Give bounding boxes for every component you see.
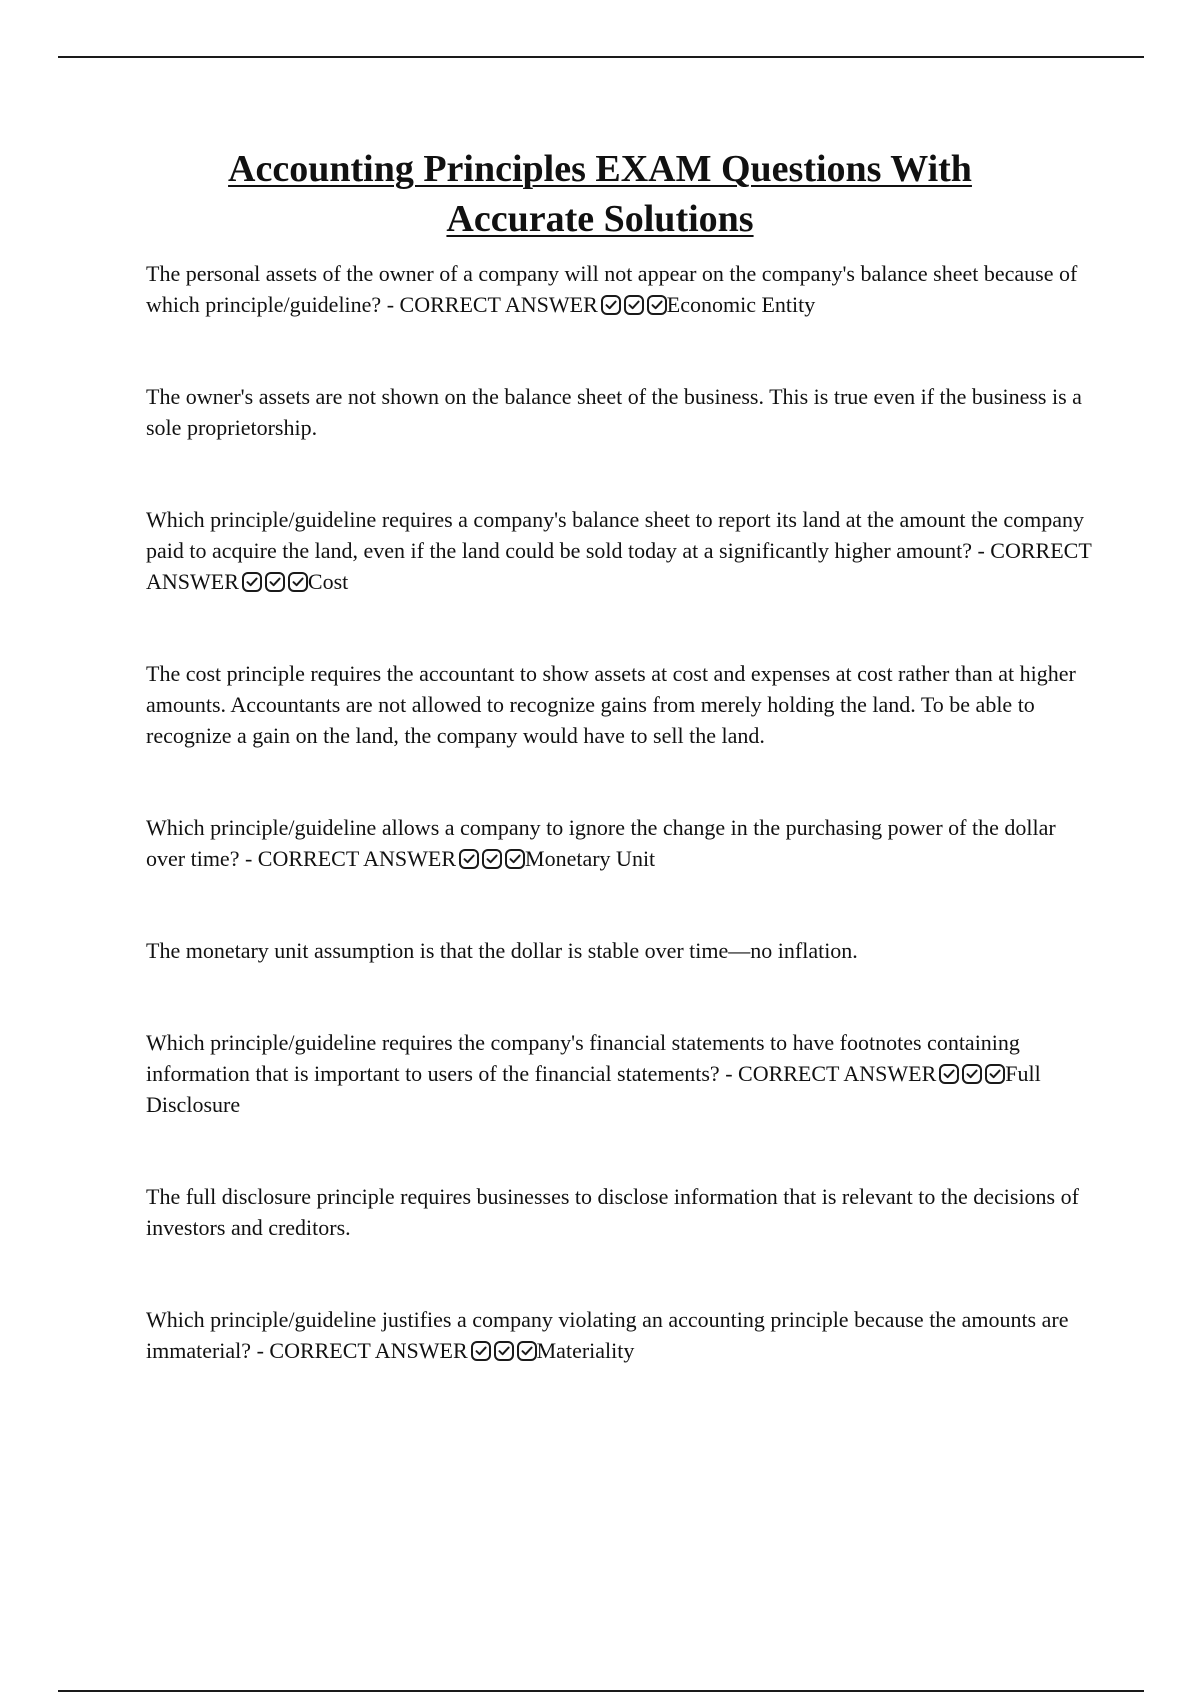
question-block xyxy=(146,504,1096,597)
answer-prefix: - CORRECT ANSWER xyxy=(146,538,1092,594)
question-text: The personal assets of the owner of a company will not appear on the company's balance sheet because of which principle/guideline? xyxy=(146,261,1078,317)
document-title xyxy=(0,144,1200,244)
checkmark-box-icon xyxy=(647,295,667,315)
explanation-text: The full disclosure principle requires businesses to disclose information that is relevant to the decisions of investors and creditors. xyxy=(146,1184,1079,1240)
answer-text: Cost xyxy=(307,569,349,594)
checkmark-box-icon xyxy=(288,572,308,592)
checkmark-box-icon xyxy=(482,849,502,869)
explanation-block xyxy=(146,381,1096,443)
answer-prefix: - CORRECT ANSWER xyxy=(256,1338,468,1363)
checkmark-box-icon xyxy=(601,295,621,315)
explanation-text: The monetary unit assumption is that the dollar is stable over time—no inflation. xyxy=(146,938,858,963)
checkmark-box-icon xyxy=(505,849,525,869)
question-text: Which principle/guideline allows a company to ignore the change in the purchasing power of the dollar over time? xyxy=(146,815,1056,871)
question-block xyxy=(146,258,1096,320)
checkmark-box-icon xyxy=(459,849,479,869)
question-block xyxy=(146,1027,1096,1120)
answer-text: Full Disclosure xyxy=(146,1061,1041,1117)
explanation-block xyxy=(146,658,1096,751)
explanation-block xyxy=(146,1181,1096,1243)
checkmark-box-icon xyxy=(962,1064,982,1084)
document-body xyxy=(146,258,1096,1366)
question-text: Which principle/guideline requires a company's balance sheet to report its land at the amount the company paid to acquire the land, even if the land could be sold today at a significantly higher amount? xyxy=(146,507,1085,563)
answer-prefix: - CORRECT ANSWER xyxy=(386,292,598,317)
checkmark-box-icon xyxy=(242,572,262,592)
answer-text: Materiality xyxy=(536,1338,635,1363)
checkmark-box-icon xyxy=(471,1341,491,1361)
title-line-2: Accurate Solutions xyxy=(446,198,754,240)
explanation-text: The cost principle requires the accountant to show assets at cost and expenses at cost rather than at higher amounts. Accountants are not allowed to recognize gains from merely holding the land. To be able to recognize a gain on the land, the company would have to sell the land. xyxy=(146,661,1076,748)
checkmark-box-icon xyxy=(494,1341,514,1361)
checkmark-box-icon xyxy=(939,1064,959,1084)
checkmark-box-icon xyxy=(985,1064,1005,1084)
question-block xyxy=(146,812,1096,874)
question-text: Which principle/guideline requires the company's financial statements to have footnotes containing information that is important to users of the financial statements? xyxy=(146,1030,1020,1086)
explanation-text: The owner's assets are not shown on the balance sheet of the business. This is true even if the business is a sole proprietorship. xyxy=(146,384,1082,440)
title-line-1: Accounting Principles EXAM Questions With xyxy=(228,148,972,190)
explanation-block xyxy=(146,935,1096,966)
top-divider xyxy=(58,56,1144,58)
checkmark-box-icon xyxy=(624,295,644,315)
question-text: Which principle/guideline justifies a company violating an accounting principle because the amounts are immaterial? xyxy=(146,1307,1069,1363)
question-block xyxy=(146,1304,1096,1366)
bottom-divider xyxy=(58,1690,1144,1692)
checkmark-box-icon xyxy=(517,1341,537,1361)
checkmark-box-icon xyxy=(265,572,285,592)
answer-text: Monetary Unit xyxy=(525,846,656,871)
answer-text: Economic Entity xyxy=(666,292,816,317)
answer-prefix: - CORRECT ANSWER xyxy=(725,1061,937,1086)
answer-prefix: - CORRECT ANSWER xyxy=(244,846,457,871)
